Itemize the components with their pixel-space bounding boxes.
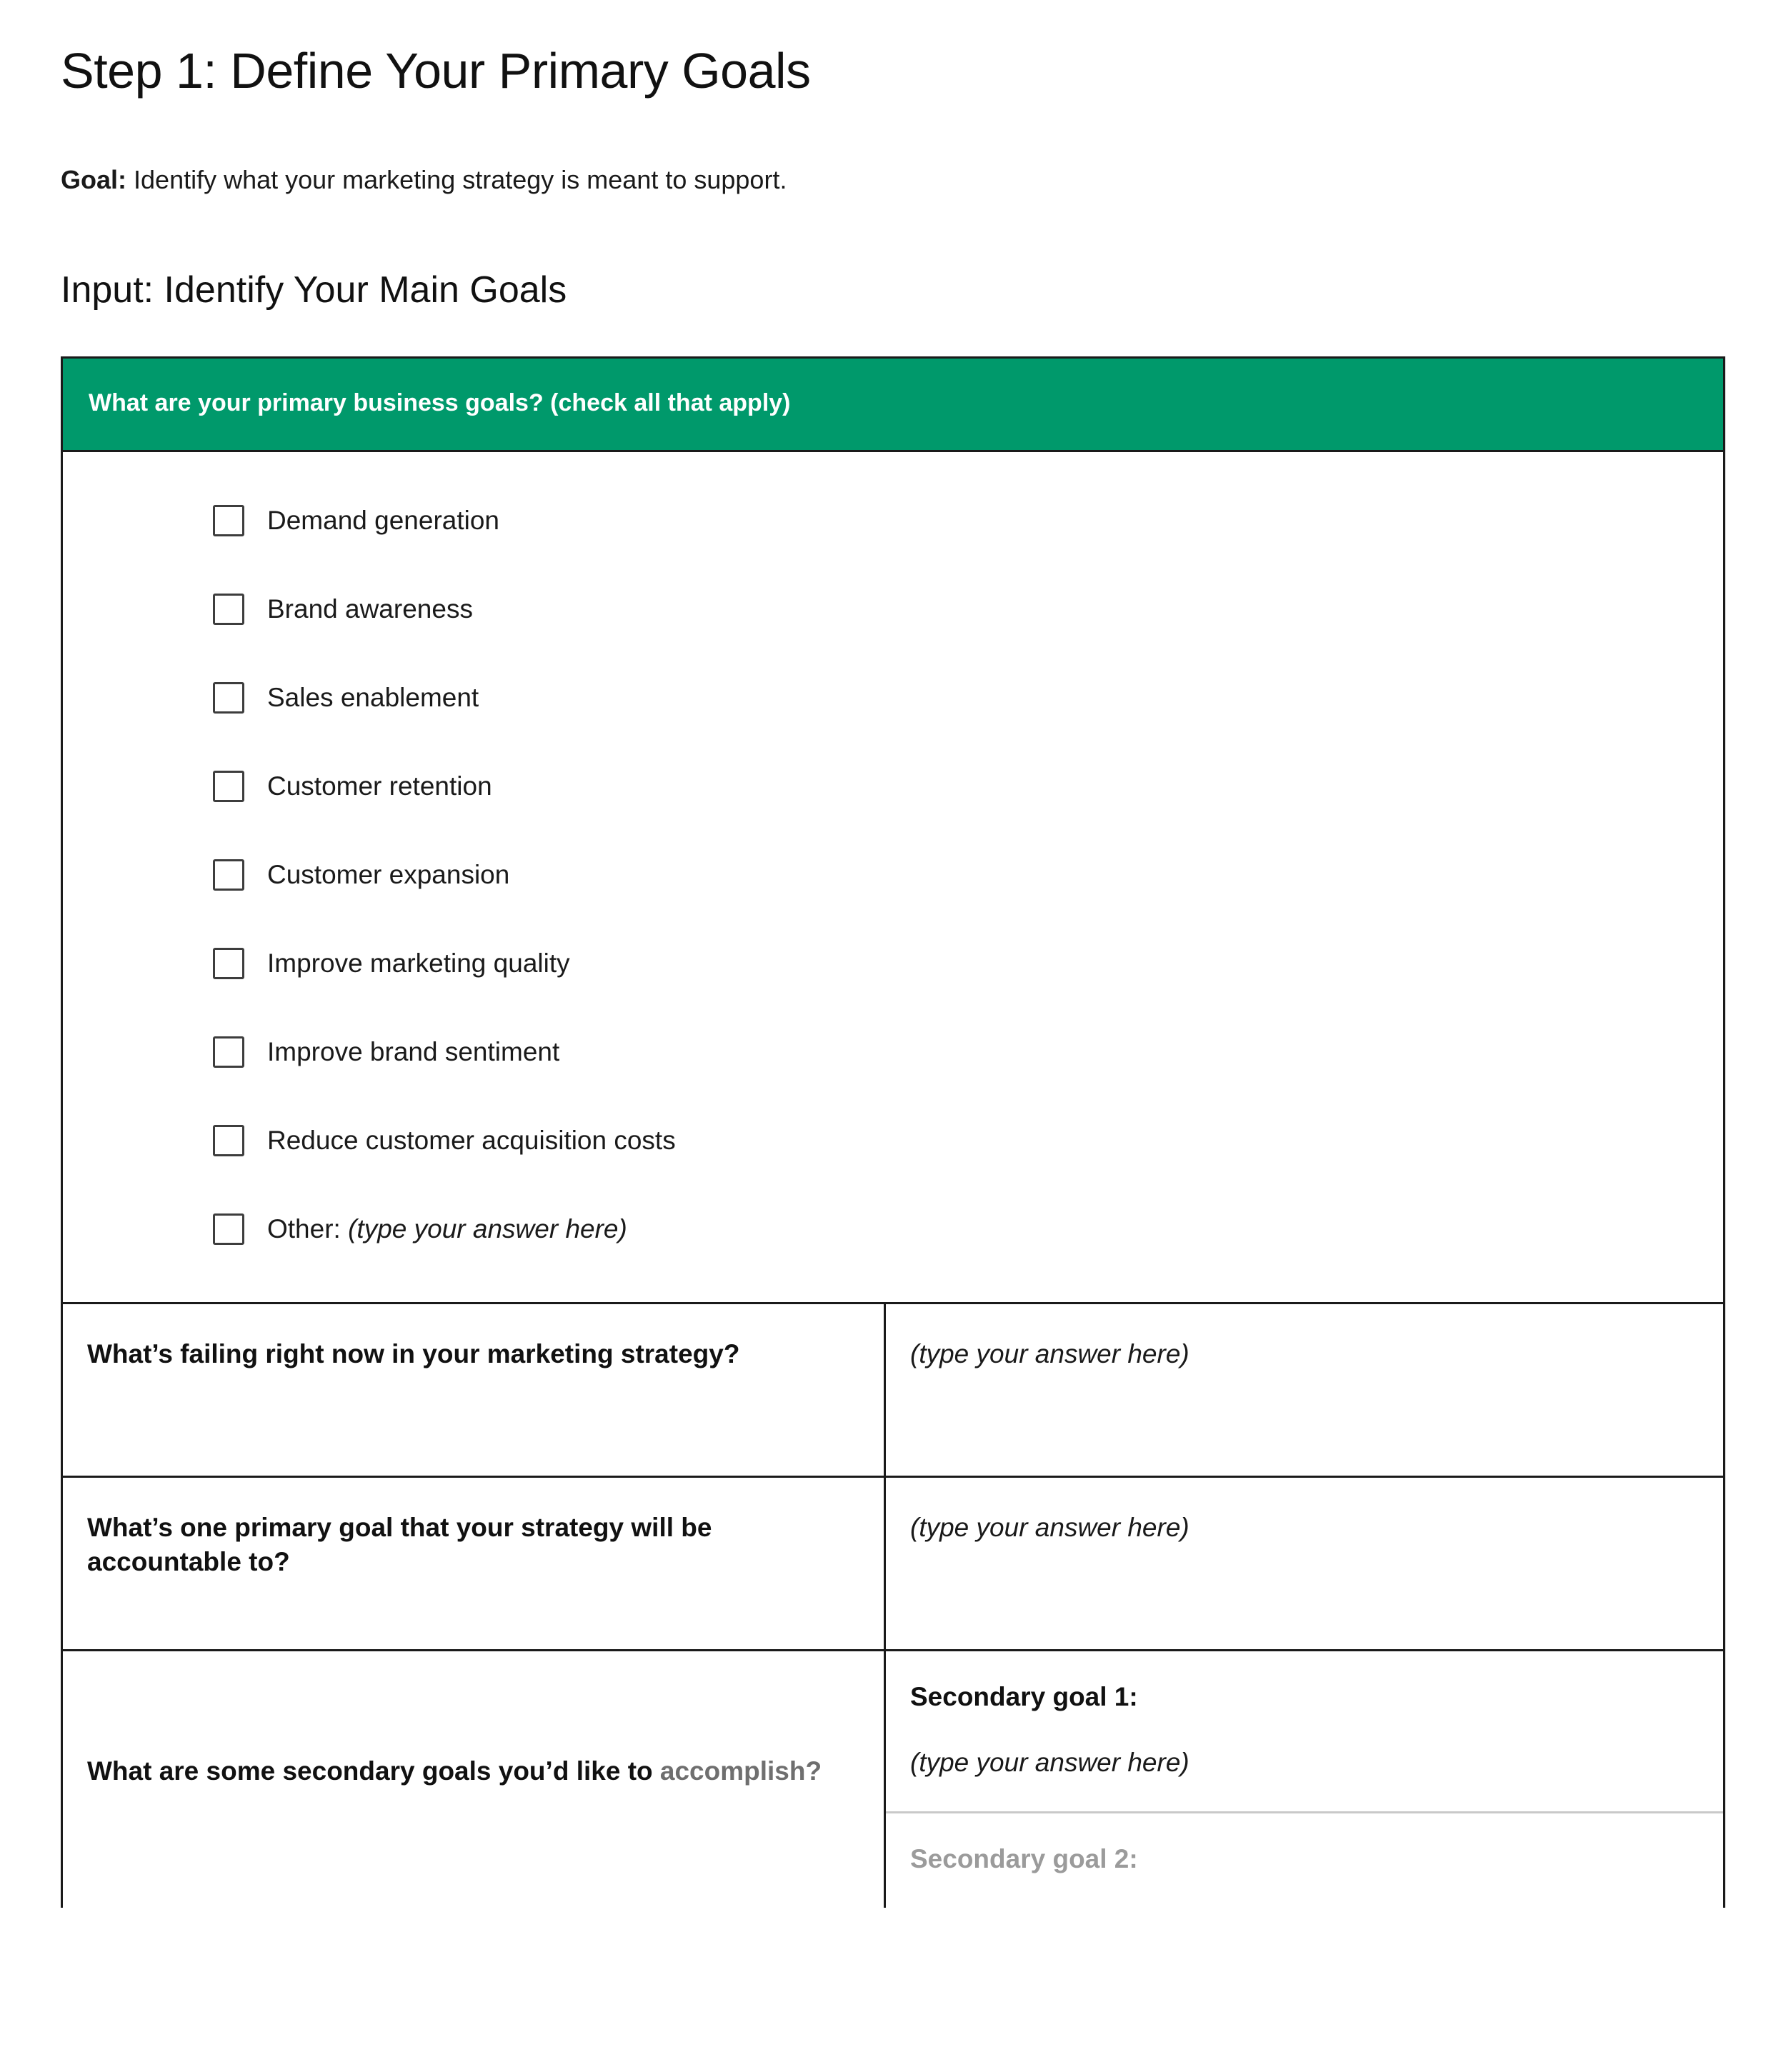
other-input-placeholder[interactable]: (type your answer here) — [348, 1213, 627, 1243]
question-text-line2: accomplish? — [659, 1756, 822, 1786]
checkbox-label: Sales enablement — [267, 682, 479, 712]
checkbox-row-brand-awareness[interactable] — [63, 565, 1723, 654]
checkbox-row-other[interactable] — [63, 1185, 1723, 1273]
goal-label: Goal: — [61, 164, 127, 194]
other-label-text: Other: — [267, 1213, 349, 1243]
question-label-secondary-goals — [63, 1651, 886, 1908]
checkbox-icon[interactable] — [213, 1125, 244, 1156]
table-row-failing-strategy — [63, 1302, 1723, 1476]
checkbox-label: Improve brand sentiment — [267, 1036, 560, 1066]
answer-field-primary-goal[interactable]: (type your answer here) — [910, 1513, 1189, 1543]
checkbox-row-improve-marketing-quality[interactable] — [63, 919, 1723, 1008]
secondary-goals-container — [886, 1651, 1723, 1908]
secondary-goal-2-block — [886, 1811, 1723, 1908]
checkbox-label: Demand generation — [267, 505, 499, 535]
table-header-primary-goals: What are your primary business goals? (check all that apply) — [63, 359, 1723, 450]
checkbox-group-primary-goals — [63, 450, 1723, 1302]
checkbox-label: Improve marketing quality — [267, 948, 570, 978]
checkbox-row-customer-expansion[interactable] — [63, 831, 1723, 919]
secondary-goal-2-title: Secondary goal 2: — [910, 1844, 1138, 1874]
checkbox-label-other — [267, 1213, 627, 1245]
table-row-secondary-goals — [63, 1649, 1723, 1908]
checkbox-label: Customer retention — [267, 771, 492, 801]
question-text — [87, 1754, 822, 1788]
question-label: What’s failing right now in your marketing strategy? — [63, 1304, 886, 1476]
checkbox-label: Customer expansion — [267, 859, 510, 889]
goal-text: Identify what your marketing strategy is meant to support. — [126, 164, 787, 194]
checkbox-row-sales-enablement[interactable] — [63, 654, 1723, 742]
checkbox-icon[interactable] — [213, 505, 244, 536]
checkbox-icon[interactable] — [213, 859, 244, 891]
checkbox-icon[interactable] — [213, 682, 244, 714]
checkbox-row-reduce-customer-acquisition-costs[interactable] — [63, 1096, 1723, 1185]
section-title-input: Input: Identify Your Main Goals — [61, 269, 567, 311]
secondary-goal-1-block — [886, 1651, 1723, 1811]
question-label: What’s one primary goal that your strategy will be accountable to? — [63, 1478, 886, 1649]
goals-table — [61, 356, 1725, 1908]
secondary-goal-1-answer[interactable]: (type your answer here) — [910, 1748, 1189, 1778]
secondary-goal-1-title: Secondary goal 1: — [910, 1682, 1138, 1712]
checkbox-icon[interactable] — [213, 1036, 244, 1068]
checkbox-label: Brand awareness — [267, 594, 473, 624]
goal-statement — [61, 161, 1725, 199]
checkbox-icon[interactable] — [213, 1213, 244, 1245]
checkbox-icon[interactable] — [213, 594, 244, 625]
checkbox-icon[interactable] — [213, 948, 244, 979]
table-row-primary-goal — [63, 1476, 1723, 1649]
question-text-line1: What are some secondary goals you’d like to — [87, 1756, 660, 1786]
checkbox-row-improve-brand-sentiment[interactable] — [63, 1008, 1723, 1096]
checkbox-row-customer-retention[interactable] — [63, 742, 1723, 831]
page-title: Step 1: Define Your Primary Goals — [61, 43, 811, 99]
checkbox-row-demand-generation[interactable] — [63, 476, 1723, 565]
checkbox-label: Reduce customer acquisition costs — [267, 1125, 676, 1155]
checkbox-icon[interactable] — [213, 771, 244, 802]
answer-field-failing-strategy[interactable]: (type your answer here) — [910, 1339, 1189, 1369]
